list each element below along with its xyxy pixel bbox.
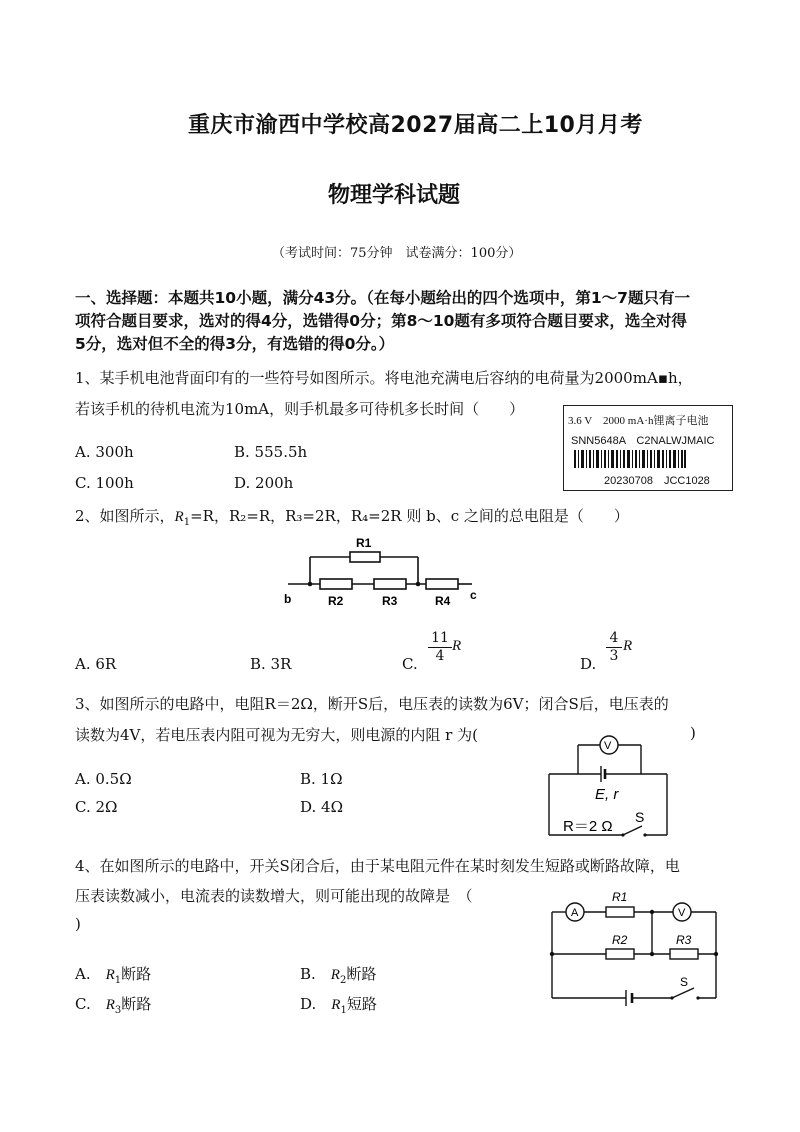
exam-subtitle: 物理学科试题 <box>328 183 461 208</box>
r1-label: R1 <box>356 536 372 550</box>
q4-option-b: B. $R_2$断路 <box>300 965 377 986</box>
section-instruction-line1: 一、选择题：本题共10小题，满分43分。（在每小题给出的四个选项中，第1～7题只有一 <box>75 289 690 307</box>
node-b-label: b <box>284 592 292 606</box>
q2-stem: 2、如图所示，$R_1=R$，R₂=R，R₃=2R，R₄=2R 则 b、c 之间的总电阻是（ ） <box>75 507 629 528</box>
q3-stem-line2-end: ) <box>690 724 696 742</box>
c-numerator: 11 <box>431 630 449 646</box>
q2-stem-r1: R <box>174 509 184 525</box>
q2-option-d-fraction <box>606 630 622 665</box>
r2-label: R2 <box>328 594 344 608</box>
q4-circuit-diagram <box>548 886 723 1006</box>
q3-option-d: D. 4Ω <box>300 798 344 816</box>
r4-label: R4 <box>435 594 451 608</box>
q2-option-d-var: R <box>623 638 633 654</box>
q4-r2-label: R2 <box>612 933 628 947</box>
q3-option-a: A. 0.5Ω <box>75 770 132 788</box>
q1-option-b: B. 555.5h <box>234 443 308 461</box>
c-denominator: 4 <box>428 647 452 665</box>
q1-option-d: D. 200h <box>234 474 294 492</box>
q4-option-a: A. $R_1$断路 <box>75 965 152 986</box>
q2-option-b: B. 3R <box>250 655 292 673</box>
section-instruction-line2: 项符合题目要求，选对的得4分，选错得0分；第8～10题有多项符合题目要求，选全对得 <box>75 312 687 330</box>
battery-date-text: 20230708 JCC1028 <box>604 475 710 487</box>
d-denominator: 3 <box>606 647 622 665</box>
q4-voltmeter-label: V <box>678 907 686 919</box>
q3-stem-line1: 3、如图所示的电路中，电阻R＝2Ω，断开S后，电压表的读数为6V；闭合S后，电压表的 <box>75 695 669 713</box>
switch-label: S <box>635 809 645 825</box>
q2-option-c: C. <box>402 655 418 673</box>
q4-stem-line2: 压表读数减小，电流表的读数增大，则可能出现的故障是 （ <box>75 887 473 905</box>
barcode-graphic <box>574 450 686 468</box>
q2-option-d: D. <box>580 655 597 673</box>
resistor-label: R＝2 Ω <box>563 818 613 835</box>
q1-stem-line2: 若该手机的待机电流为10mA，则手机最多可待机多长时间（ ） <box>75 400 525 418</box>
exam-info: （考试时间：75分钟 试卷满分：100分） <box>272 246 522 261</box>
q3-option-c: C. 2Ω <box>75 798 118 816</box>
battery-serial-text: SNN5648A C2NALWJMAIC <box>571 435 715 447</box>
exam-title: 重庆市渝西中学校高2027届高二上10月月考 <box>188 113 643 138</box>
q4-option-c: C. $R_3$断路 <box>75 995 152 1016</box>
q4-r1-label: R1 <box>612 890 628 904</box>
q2-option-c-fraction <box>428 630 452 665</box>
node-c-label: c <box>470 588 477 602</box>
r3-label: R3 <box>382 594 398 608</box>
q1-option-a: A. 300h <box>75 443 134 461</box>
battery-spec-text: 3.6 V 2000 mA·h锂离子电池 <box>568 415 709 427</box>
q2-stem-suffix: =R，R₂=R，R₃=2R，R₄=2R 则 b、c 之间的总电阻是（ ） <box>190 507 629 525</box>
q2-option-a: A. 6R <box>75 655 117 673</box>
q3-circuit-diagram <box>545 733 675 843</box>
q3-option-b: B. 1Ω <box>300 770 343 788</box>
q4-r3-label: R3 <box>676 933 692 947</box>
q4-option-d: D. $R_1$短路 <box>300 995 377 1016</box>
voltmeter-label: V <box>604 740 612 752</box>
q4-switch-label: S <box>680 975 689 989</box>
q2-option-c-var: R <box>452 638 462 654</box>
section-instruction-line3: 5分，选对但不全的得3分，有选错的得0分。） <box>75 335 395 353</box>
ammeter-label: A <box>571 907 579 919</box>
d-numerator: 4 <box>609 630 619 646</box>
battery-label-figure <box>563 405 733 491</box>
source-label: E, r <box>595 786 619 803</box>
q4-stem-line1: 4、在如图所示的电路中，开关S闭合后，由于某电阻元件在某时刻发生短路或断路故障，电 <box>75 857 680 875</box>
q2-stem-prefix: 2、如图所示， <box>75 507 175 525</box>
q1-stem-line1: 1、某手机电池背面印有的一些符号如图所示。将电池充满电后容纳的电荷量为2000mA▪h， <box>75 369 693 387</box>
q3-stem-line2: 读数为4V，若电压表内阻可视为无穷大，则电源的内阻 r 为( <box>75 726 478 744</box>
q1-option-c: C. 100h <box>75 474 134 492</box>
q4-stem-line3: ) <box>75 915 81 933</box>
q2-circuit-diagram <box>282 530 482 620</box>
